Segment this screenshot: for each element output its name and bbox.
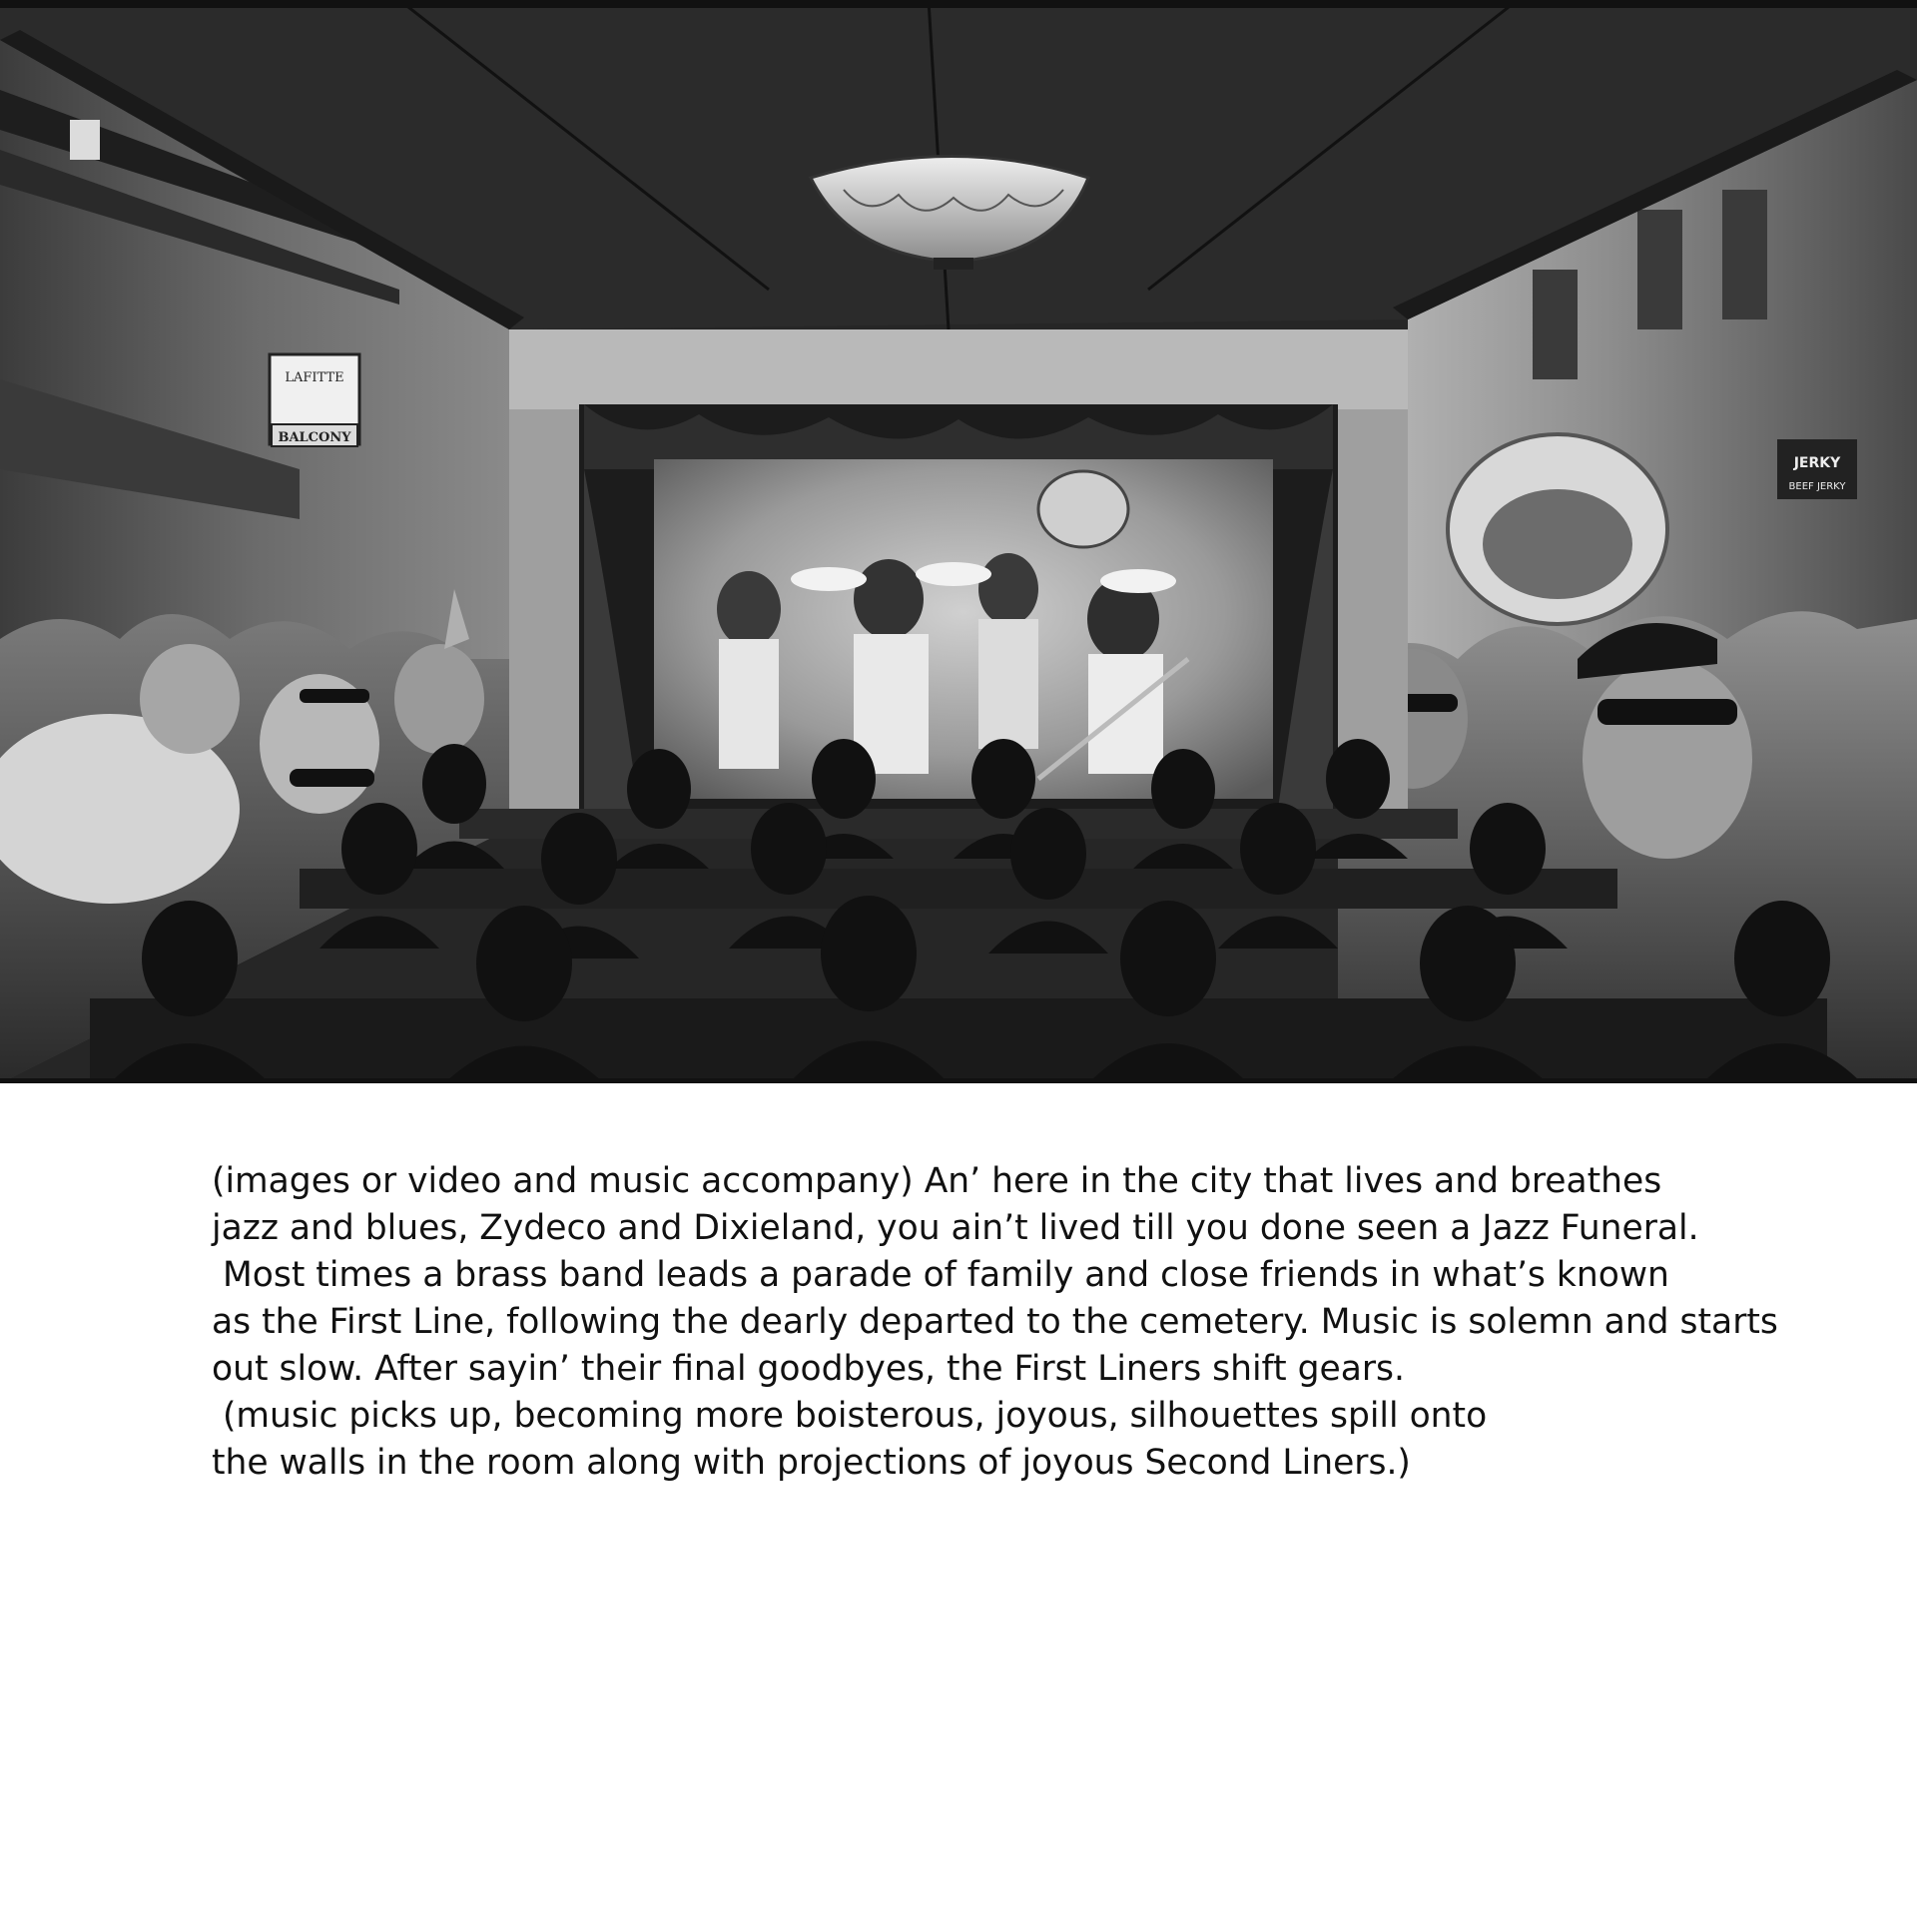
- lafitte-balcony-sign: [270, 354, 359, 446]
- caption-line: (images or video and music accompany) An’ here in the city that lives and breathes: [212, 1161, 1662, 1201]
- left-sign-top-text: LAFITTE: [285, 370, 344, 385]
- caption-line: jazz and blues, Zydeco and Dixieland, you ain’t lived till you done seen a Jazz Funeral.: [212, 1208, 1699, 1248]
- right-sign-top-text: JERKY: [1793, 455, 1841, 471]
- left-sign-mid-text: BALCONY: [278, 430, 351, 445]
- projection-screen: [654, 459, 1273, 799]
- caption-line: as the First Line, following the dearly departed to the cemetery. Music is solemn and starts: [212, 1302, 1778, 1342]
- caption-line: the walls in the room along with projections of joyous Second Liners.): [212, 1443, 1411, 1483]
- right-sign-bottom-text: BEEF JERKY: [1788, 481, 1846, 492]
- caption-line: out slow. After sayin’ their final goodbyes, the First Liners shift gears.: [212, 1349, 1405, 1389]
- caption-line: Most times a brass band leads a parade of family and close friends in what’s known: [212, 1255, 1669, 1295]
- caption-line: (music picks up, becoming more boisterous, joyous, silhouettes spill onto: [212, 1396, 1488, 1436]
- storyboard-caption: [212, 1158, 1849, 1487]
